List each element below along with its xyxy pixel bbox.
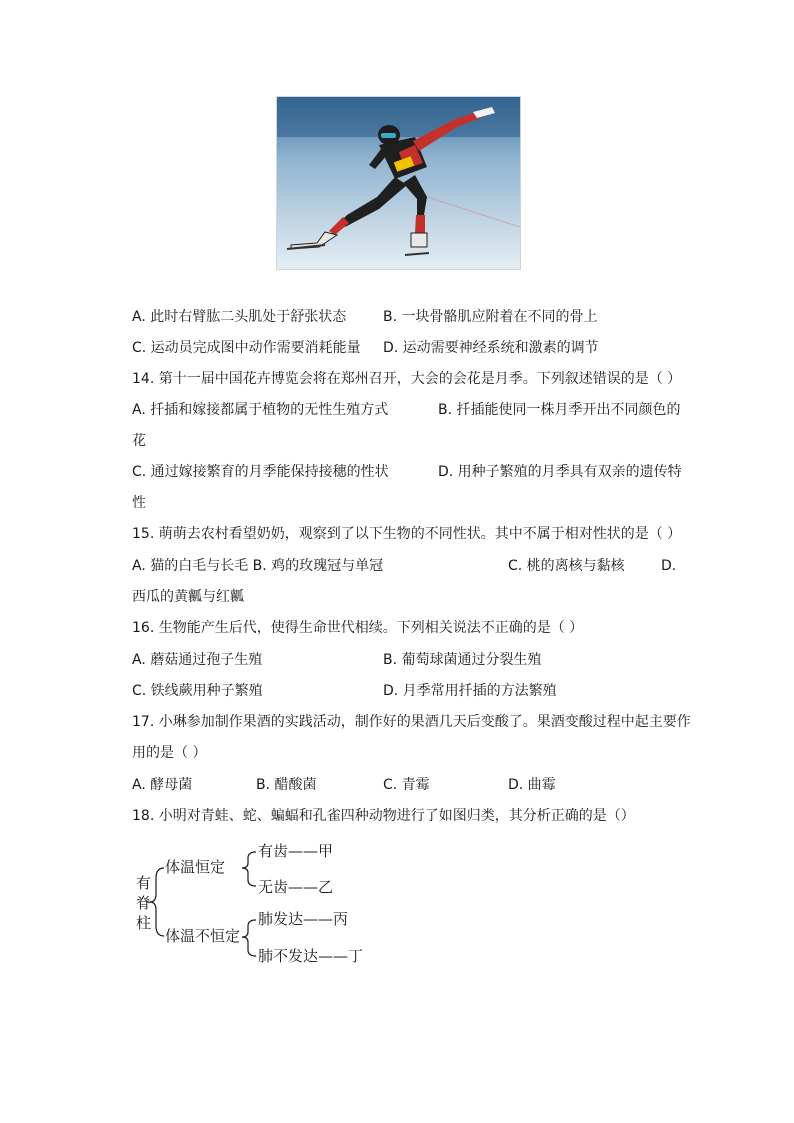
q14-option-a: A. 扦插和嫁接都属于植物的无性生殖方式	[132, 402, 389, 418]
q14-option-d: D. 用种子繁殖的月季具有双亲的遗传特	[438, 464, 682, 480]
q13-option-d: D. 运动需要神经系统和激素的调节	[383, 340, 599, 356]
q14-option-b-cont: 花	[132, 433, 146, 449]
diagram-branch-variable: 体温不恒定	[165, 927, 241, 945]
q15-option-d-label: D.	[661, 558, 677, 574]
q16-option-a: A. 蘑菇通过孢子生殖	[132, 652, 263, 668]
diagram-root-char-2: 脊	[136, 894, 152, 912]
q17-stem-line1: 17. 小琳参加制作果酒的实践活动，制作好的果酒几天后变酸了。果酒变酸过程中起主要作	[132, 714, 691, 730]
q17-option-c: C. 青霉	[383, 777, 430, 793]
q15-option-c: C. 桃的离核与黏核	[508, 558, 625, 574]
q15-stem: 15. 萌萌去农村看望奶奶，观察到了以下生物的不同性状。其中不属于相对性状的是（ ）	[132, 526, 682, 542]
q15-option-ab: A. 猫的白毛与长毛 B. 鸡的玫瑰冠与单冠	[132, 558, 384, 574]
diagram-leaf-jia: 有齿——甲	[258, 842, 334, 860]
q16-option-b: B. 葡萄球菌通过分裂生殖	[383, 652, 542, 668]
diagram-leaf-yi: 无齿——乙	[258, 878, 334, 896]
q17-option-b: B. 醋酸菌	[256, 777, 317, 793]
q17-option-d: D. 曲霉	[508, 777, 556, 793]
q13-option-b: B. 一块骨骼肌应附着在不同的骨上	[383, 309, 598, 325]
diagram-branch-constant: 体温恒定	[165, 858, 226, 876]
diagram-root-char-1: 有	[136, 874, 152, 892]
q14-stem: 14. 第十一届中国花卉博览会将在郑州召开，大会的会花是月季。下列叙述错误的是（ ）	[132, 371, 682, 387]
diagram-root-char-3: 柱	[136, 914, 152, 932]
q13-option-a: A. 此时右臂肱二头肌处于舒张状态	[132, 309, 347, 325]
q18-stem: 18. 小明对青蛙、蛇、蝙蝠和孔雀四种动物进行了如图归类，其分析正确的是（）	[132, 808, 635, 824]
classification-diagram	[132, 838, 382, 968]
q16-option-d: D. 月季常用扦插的方法繁殖	[383, 683, 557, 699]
diagram-leaf-ding: 肺不发达——丁	[258, 947, 364, 965]
diagram-leaf-bing: 肺发达——丙	[258, 910, 349, 928]
q16-option-c: C. 铁线蕨用种子繁殖	[132, 683, 263, 699]
q14-option-b: B. 扦插能使同一株月季开出不同颜色的	[438, 402, 681, 418]
q15-option-d: 西瓜的黄瓤与红瓤	[132, 589, 244, 605]
q17-option-a: A. 酵母菌	[132, 777, 193, 793]
q14-option-d-cont: 性	[132, 495, 146, 511]
q14-option-c: C. 通过嫁接繁育的月季能保持接穗的性状	[132, 464, 389, 480]
q16-stem: 16. 生物能产生后代，使得生命世代相续。下列相关说法不正确的是（ ）	[132, 620, 584, 636]
speed-skater-photo	[276, 96, 521, 270]
q13-option-c: C. 运动员完成图中动作需要消耗能量	[132, 340, 361, 356]
q17-stem-line2: 用的是（ ）	[132, 745, 207, 761]
